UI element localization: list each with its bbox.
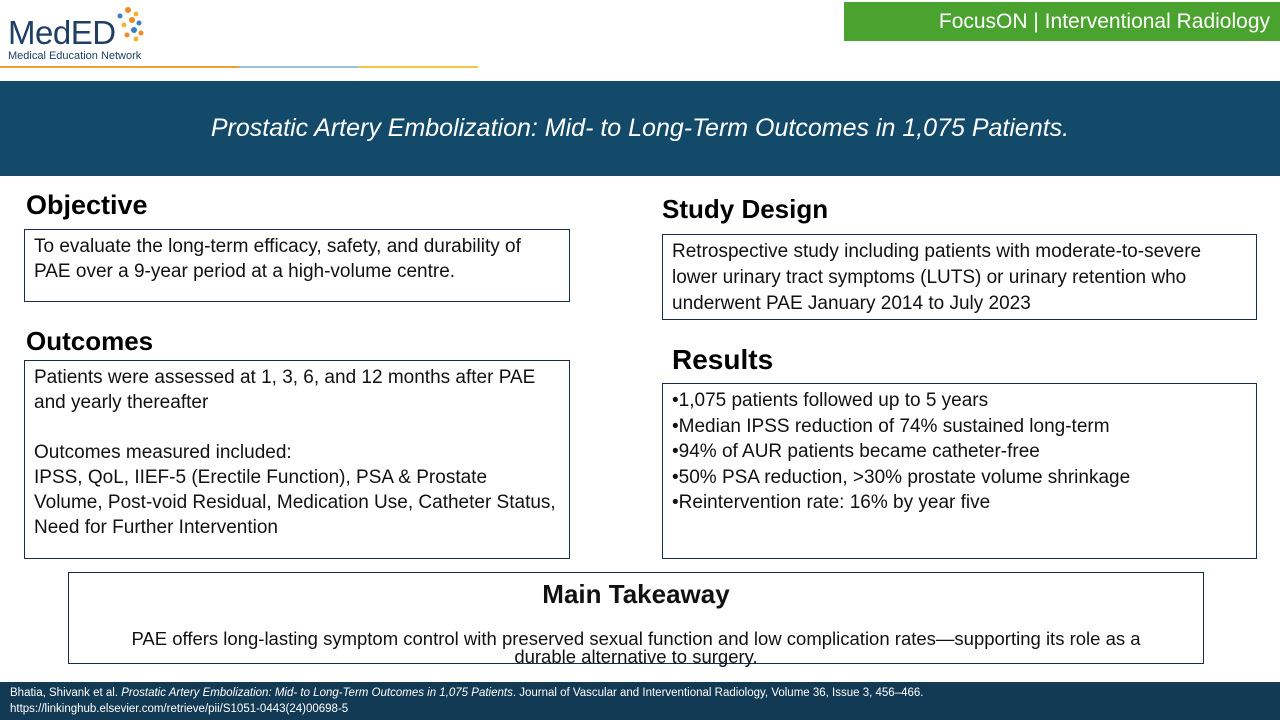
page-title: Prostatic Artery Embolization: Mid- to Long-Term Outcomes in 1,075 Patients.	[210, 114, 1070, 142]
takeaway-text: PAE offers long-lasting symptom control with preserved sexual function and low complication rates—supporting its role as a durable alternative to surgery.	[131, 628, 1141, 667]
results-list	[672, 388, 1247, 516]
results-item: •1,075 patients followed up to 5 years	[672, 390, 989, 411]
citation-footer	[0, 682, 1280, 720]
results-item: •Median IPSS reduction of 74% sustained long-term	[672, 415, 1110, 437]
objective-box	[24, 229, 570, 302]
focus-badge: FocusON | Interventional Radiology	[844, 2, 1280, 41]
study-design-box	[662, 234, 1257, 320]
results-item: •94% of AUR patients became catheter-free	[672, 441, 1040, 462]
outcomes-assessment-text: Patients were assessed at 1, 3, 6, and 12 months after PAE and yearly thereafter	[34, 367, 536, 413]
results-heading: Results	[672, 344, 774, 375]
outcomes-box	[24, 360, 570, 559]
study-design-heading: Study Design	[662, 194, 829, 224]
results-item: •Reintervention rate: 16% by year five	[672, 492, 991, 513]
logo-underline	[0, 66, 478, 68]
citation-journal: . Journal of Vascular and Interventional Radiology, Volume 36, Issue 3, 456–466.	[512, 687, 924, 699]
logo-network-icon	[108, 6, 148, 46]
outcomes-measured-list: IPSS, QoL, IIEF-5 (Erectile Function), PSA & Prostate Volume, Post-void Residual, Medication Use, Catheter Status, Need for Further Intervention	[34, 467, 556, 538]
logo-wordmark: MedED	[8, 14, 116, 51]
results-item: •50% PSA reduction, >30% prostate volume shrinkage	[672, 466, 1131, 488]
outcomes-measured-label: Outcomes measured included:	[34, 442, 292, 463]
mededu-logo	[8, 6, 248, 68]
citation-url[interactable]: https://linkinghub.elsevier.com/retrieve/pii/S1051-0443(24)00698-5	[10, 703, 349, 715]
citation-line	[10, 685, 1270, 701]
results-box	[662, 383, 1257, 559]
title-banner	[0, 81, 1280, 176]
study-design-text: Retrospective study including patients with moderate-to-severe lower urinary tract symptoms (LUTS) or urinary retention who underwent PAE January 2014 to July 2023	[672, 241, 1202, 314]
outcomes-heading: Outcomes	[26, 326, 154, 356]
citation-authors: Bhatia, Shivank et al.	[10, 687, 122, 699]
takeaway-box	[68, 572, 1204, 667]
takeaway-heading: Main Takeaway	[542, 579, 730, 609]
objective-heading: Objective	[26, 190, 148, 220]
objective-text: To evaluate the long-term efficacy, safety, and durability of PAE over a 9-year period at a high-volume centre.	[34, 236, 521, 282]
citation-article-title: Prostatic Artery Embolization: Mid- to Long-Term Outcomes in 1,075 Patients	[121, 687, 513, 699]
logo-subtitle: Medical Education Network	[8, 50, 142, 62]
